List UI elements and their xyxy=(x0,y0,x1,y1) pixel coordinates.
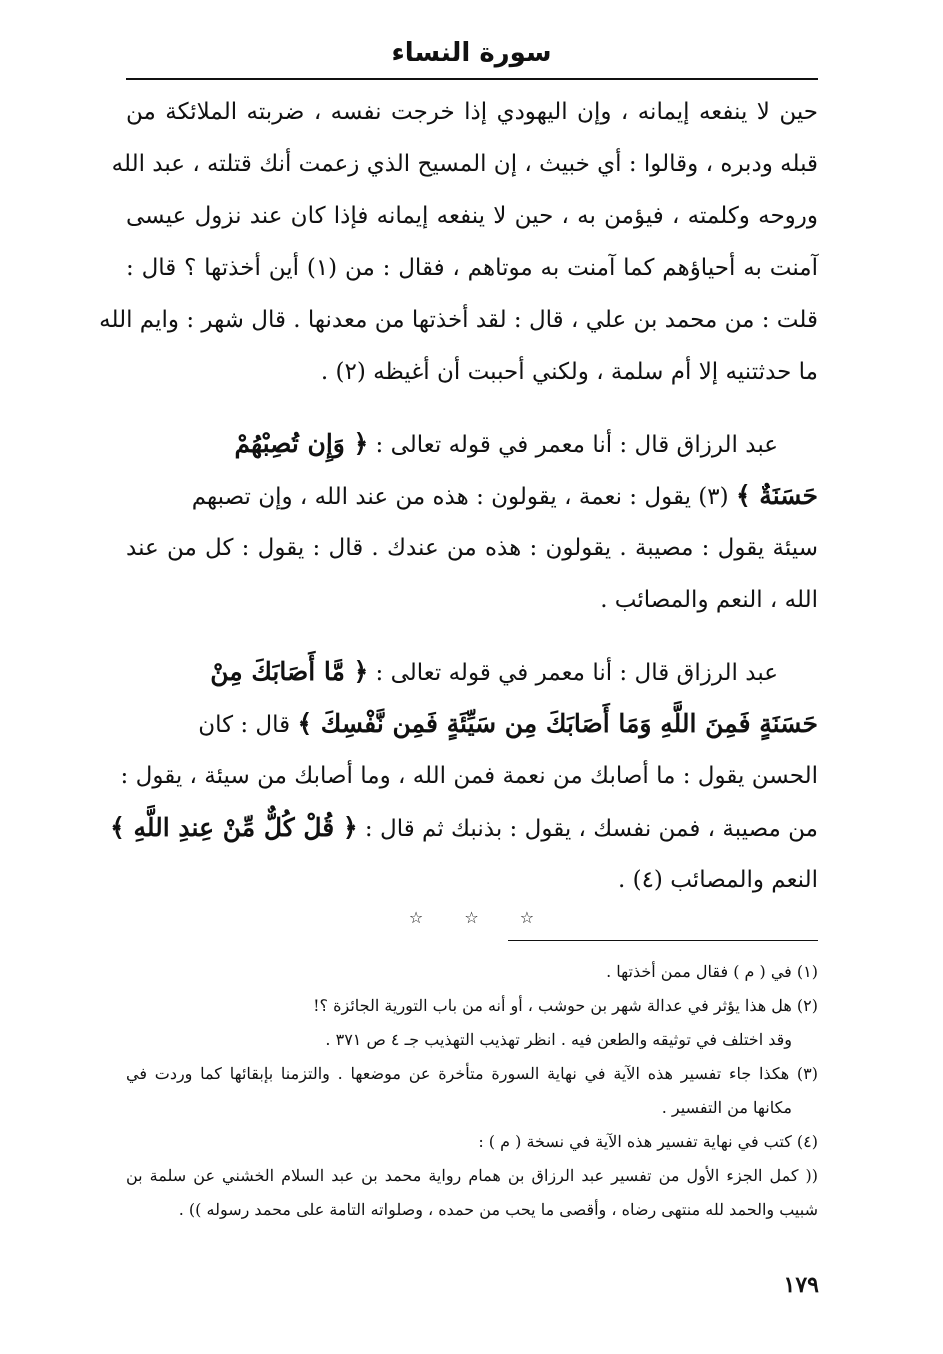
paragraph-3 xyxy=(110,646,818,906)
line-text: (٣) يقول : نعمة ، يقولون : هذه من عند الله ، وإن تصبهم xyxy=(191,484,736,510)
page-title: سورة النساء xyxy=(391,38,552,68)
text-line: ما حدثتنيه إلا أم سلمة ، ولكني أحببت أن أغيظه (٢) . xyxy=(320,359,818,385)
footnote-4: (٤) كتب في نهاية تفسير هذه الآية في نسخة ( م ) : xyxy=(478,1132,818,1151)
text-line: وروحه وكلمته ، فيؤمن به ، حين لا ينفعه إيمانه فإذا كان عند نزول عيسى xyxy=(126,203,818,229)
page-number: ١٧٩ xyxy=(783,1272,819,1298)
header-divider xyxy=(126,78,818,80)
main-text xyxy=(99,86,818,906)
text-line: قلت : من محمد بن علي ، قال : لقد أخذتها من معدنها . قال شهر : وايم الله xyxy=(99,307,818,333)
paragraph-1 xyxy=(99,86,818,398)
footnote-2-continued: وقد اختلف في توثيقه والطعن فيه . انظر تهذيب التهذيب جـ ٤ ص ٣٧١ . xyxy=(325,1030,792,1049)
text-line xyxy=(126,698,818,750)
text-line: سيئة يقول : مصيبة . يقولون : هذه من عندك . قال : يقول : كل من عند xyxy=(126,535,818,561)
section-separator-stars: ☆ ☆ ☆ xyxy=(408,908,553,927)
text-line: الله ، النعم والمصائب . xyxy=(600,587,818,613)
line-text: من مصيبة ، فمن نفسك ، يقول : بذنبك ثم قال : xyxy=(357,816,818,842)
footnote-3: (٣) هكذا جاء تفسير هذه الآية في نهاية السورة متأخرة عن موضعها . والتزمنا بإبقائها كما وردت في xyxy=(126,1064,818,1083)
text-line: الحسن يقول : ما أصابك من نعمة فمن الله ، وما أصابك من سيئة ، يقول : xyxy=(120,763,818,789)
line-text: قال : كان xyxy=(198,712,298,738)
quran-verse: حَسَنَةٌ ﴾ xyxy=(735,481,818,510)
quran-verse: ﴿ وَإِن تُصِبْهُمْ xyxy=(234,429,369,458)
text-line: حين لا ينفعه إيمانه ، وإن اليهودي إذا خرجت نفسه ، ضربته الملائكة من xyxy=(126,99,818,125)
footnote-4-quote-continued: شبيب والحمد لله منتهى رضاه ، وأقصى ما يحب من حمده ، وصلواته التامة على محمد رسوله )) . xyxy=(178,1200,818,1219)
footnote-2: (٢) هل هذا يؤثر في عدالة شهر بن حوشب ، أو أنه من باب التورية الجائزة ؟! xyxy=(313,996,818,1015)
text-line xyxy=(126,646,818,698)
footnote-4-quote: (( كمل الجزء الأول من تفسير عبد الرزاق بن همام رواية محمد بن عبد السلام الخشني عن سلمة بن xyxy=(126,1166,818,1185)
paragraph-2 xyxy=(126,418,818,626)
footnote-1: (١) في ( م ) فقال ممن أخذتها . xyxy=(606,962,818,981)
text-line xyxy=(126,470,818,522)
quran-verse: ﴿ مَّا أَصَابَكَ مِنْ xyxy=(210,657,369,686)
line-text: عبد الرزاق قال : أنا معمر في قوله تعالى : xyxy=(368,432,778,458)
text-line xyxy=(110,802,818,854)
footnotes xyxy=(126,955,818,1227)
footnote-divider xyxy=(508,940,818,941)
line-text: عبد الرزاق قال : أنا معمر في قوله تعالى : xyxy=(368,660,778,686)
quran-verse: ﴿ قُلْ كُلٌّ مِّنْ عِندِ اللَّهِ ﴾ xyxy=(110,813,358,842)
text-line: آمنت به أحياؤهم كما آمنت به موتاهم ، فقال : من (١) أين أخذتها ؟ قال : xyxy=(126,255,818,281)
text-line xyxy=(126,418,818,470)
footnote-3-continued: مكانها من التفسير . xyxy=(661,1098,792,1117)
quran-verse: حَسَنَةٍ فَمِنَ اللَّهِ وَمَا أَصَابَكَ مِن سَيِّئَةٍ فَمِن نَّفْسِكَ ﴾ xyxy=(297,709,818,738)
text-line: النعم والمصائب (٤) . xyxy=(617,867,818,893)
text-line: قبله ودبره ، وقالوا : أي خبيث ، إن المسيح الذي زعمت أنك قتلته ، عبد الله xyxy=(111,151,818,177)
